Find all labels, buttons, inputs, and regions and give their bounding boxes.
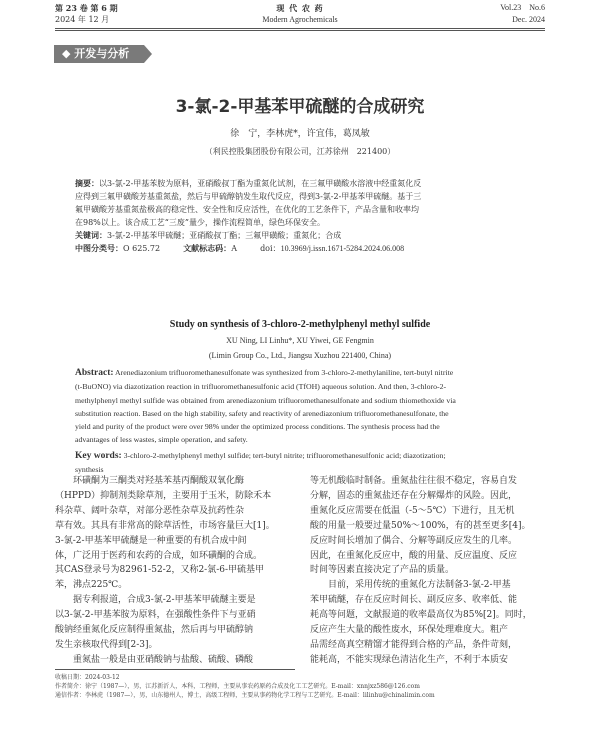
header-date: 2024 年 12 月 <box>55 15 110 24</box>
body-line: 时间等因素直接决定了产品的质量。 <box>310 565 455 576</box>
body-line: 重氮盐一般是由亚硝酸钠与盐酸、硫酸、磷酸 <box>73 654 254 665</box>
body-line: 能耗高，不能实现绿色清洁化生产，不利于本质安 <box>310 654 509 665</box>
body-line: 反应产生大量的酸性废水，环保处理难度大。粗产 <box>310 625 509 636</box>
abstract-cn-line: 应得到三氟甲磺酸芳基重氮盐，然后与甲硫醇钠发生取代反应，得到3-氯-2-甲基苯甲硫醚。基于三 <box>75 192 422 201</box>
affiliation-cn: （利民控股集团股份有限公司，江苏徐州 221400） <box>204 147 396 156</box>
doc-code-value: A <box>231 244 237 253</box>
footnote-corresponding: 通信作者：李林虎（1987—），男，山东德州人，博士，高级工程师，主要从事药物化学工程与工艺研究。E-mail：lilinhu@chinalimin.com <box>55 692 435 699</box>
body-line: 分解，固态的重氮盐还存在分解爆炸的风险。因此， <box>310 490 518 501</box>
abstract-cn-label: 摘要： <box>75 179 99 188</box>
body-line: 3-氯-2-甲基苯甲硫醚是一种重要的有机合成中间 <box>55 535 247 546</box>
header-rule-thin <box>55 30 545 31</box>
keywords-en-line: 3-chloro-2-methylphenyl methyl sulfide; tert-butyl nitrite; trifluoromethanesulfonic acid; diazotization; <box>123 450 446 460</box>
body-line: 目前，采用传统的重氮化方法制备3-氯-2-甲基 <box>328 580 511 591</box>
body-column-left <box>55 474 295 668</box>
body-line: 酸钠经重氮化反应制得重氮盐，然后再与甲硫醇钠 <box>55 625 254 636</box>
header-vol-no: Vol.23 No.6 <box>500 3 545 12</box>
paper-title-cn: 3-氯-2-甲基苯甲硫醚的合成研究 <box>175 97 425 117</box>
doi-value[interactable]: 10.3969/j.issn.1671-5284.2024.06.008 <box>280 244 405 253</box>
body-line: 重氮化反应需要在低温（-5～5℃）下进行，且无机 <box>310 505 515 516</box>
body-line: 以3-氯-2-甲基苯胺为原料，在强酸性条件下与亚硝 <box>55 610 256 621</box>
abstract-cn-line: 氟甲磺酸芳基重氮盐极高的稳定性、安全性和反应活性，在优化的工艺条件下，产品含量和收率均 <box>75 205 419 214</box>
body-line: 因此，在重氮化反应中，酸的用量、反应温度、反应 <box>310 550 518 561</box>
abstract-en <box>75 366 530 476</box>
body-line: 发生亲核取代得到[2-3]。 <box>55 639 158 650</box>
authors-en: XU Ning, LI Linhu*, XU Yiwei, GE Fengmin <box>226 336 374 345</box>
abstract-en-line: (t-BuONO) via diazotization reaction in trifluoromethanesulfonic acid (TfOH) aqueous solution. And then, 3-chloro-2- <box>75 382 447 392</box>
body-line: 其CAS登录号为82961-52-2，又称2-氯-6-甲硫基甲 <box>55 565 265 576</box>
abstract-en-line: substitution reaction. Based on the high stability, safety and reactivity of arenediazonium trifluoromethanesulfonate, the <box>75 408 449 418</box>
keywords-en-label: Key words: <box>75 450 122 461</box>
header-journal-cn: 现 代 农 药 <box>276 3 324 13</box>
header-rule <box>55 28 545 29</box>
body-line: 科杂草、阔叶杂草，对部分恶性杂草及抗药性杂 <box>55 505 245 516</box>
body-line: 草有效。其具有非常高的除草活性，市场容量巨大[1]。 <box>55 520 275 531</box>
footnote-author-bio: 作者简介：徐宁（1987—），男，江苏新沂人，本科，工程师，主要从事农药原药合成及化工工艺研究。E-mail：xnnjxz586@126.com <box>55 683 420 690</box>
keywords-cn: 3-氯-2-甲基苯甲硫醚；亚硝酸叔丁酯；三氟甲磺酸；重氮化；合成 <box>107 231 342 240</box>
abstract-cn-line: 以3-氯-2-甲基苯胺为原料，亚硝酸叔丁酯为重氮化试剂，在三氟甲磺酸水溶液中经重氮化反 <box>99 179 422 188</box>
body-line: 体，广泛用于医药和农药的合成，如环磺酮的合成。 <box>55 550 263 561</box>
footnotes <box>55 673 555 700</box>
section-tag-label: 开发与分析 <box>74 47 130 60</box>
body-line: 苯，沸点225℃。 <box>55 580 128 591</box>
abstract-en-line: yield and purity of the product were over 98% under the optimized process conditions. The synthesis process had the <box>75 422 440 432</box>
section-tag: ◆ 开发与分析 <box>54 45 144 63</box>
body-line: 反应时间长增加了偶合、分解等副反应发生的几率。 <box>310 535 518 546</box>
abstract-cn-line: 在98%以上。该合成工艺“三废”量少，操作流程简单，绿色环保安全。 <box>75 218 325 227</box>
body-line: （HPPD）抑制剂类除草剂，主要用于玉米，防除禾本 <box>55 490 272 501</box>
footnote-rule <box>55 669 295 670</box>
clc-label: 中图分类号： <box>75 244 123 253</box>
paper-title-en: Study on synthesis of 3-chloro-2-methylphenyl methyl sulfide <box>169 319 431 330</box>
footnote-received: 收稿日期：2024-03-12 <box>55 674 120 681</box>
authors-cn: 徐 宁，李林虎*，许宜伟，葛凤敏 <box>230 129 370 139</box>
clc-value: O 625.72 <box>123 244 161 253</box>
body-line: 据专利报道，合成3-氯-2-甲基苯甲硫醚主要是 <box>73 595 256 606</box>
body-line: 苯甲硫醚，存在反应时间长、副反应多、收率低、能 <box>310 595 518 606</box>
abstract-en-label: Abstract: <box>75 368 114 378</box>
classification-line <box>75 242 530 255</box>
body-column-right <box>310 474 550 668</box>
body-line: 酸的用量一般要过量50%～100%，有的甚至更多[4]。 <box>310 520 531 531</box>
abstract-en-line: Arenediazonium trifluoromethanesulfonate was synthesized from 3-chloro-2-methylaniline, tert-butyl nitrite <box>115 368 454 377</box>
header-date-en: Dec. 2024 <box>512 15 545 24</box>
keywords-cn-label: 关键词： <box>75 231 107 240</box>
doc-code-label: 文献标志码： <box>183 244 232 253</box>
body-line: 品需经高真空精馏才能得到合格的产品，条件苛刻， <box>310 639 518 650</box>
doi-label: doi： <box>260 244 281 253</box>
header-volume: 第 23 卷 第 6 期 <box>55 3 118 13</box>
keywords-en-line: synthesis <box>75 465 104 475</box>
body-line: 等无机酸临时制备。重氮盐往往很不稳定，容易自发 <box>310 476 518 486</box>
abstract-en-line: methylphenyl methyl sulfide was obtained from arenediazonium trifluoromethanesulfonate and sodium thiomethoxide via <box>75 395 456 405</box>
abstract-cn <box>75 177 530 255</box>
body-line: 耗高等问题，文献报道的收率最高仅为85%[2]。同时， <box>310 610 532 621</box>
body-line: 环磺酮为三酮类对羟基苯基丙酮酸双氧化酶 <box>73 476 245 486</box>
abstract-en-line: advantages of less wastes, simple operation, and safety. <box>75 435 248 445</box>
affiliation-en: (Limin Group Co., Ltd., Jiangsu Xuzhou 221400, China) <box>208 351 392 360</box>
header-journal-en: Modern Agrochemicals <box>262 15 338 24</box>
